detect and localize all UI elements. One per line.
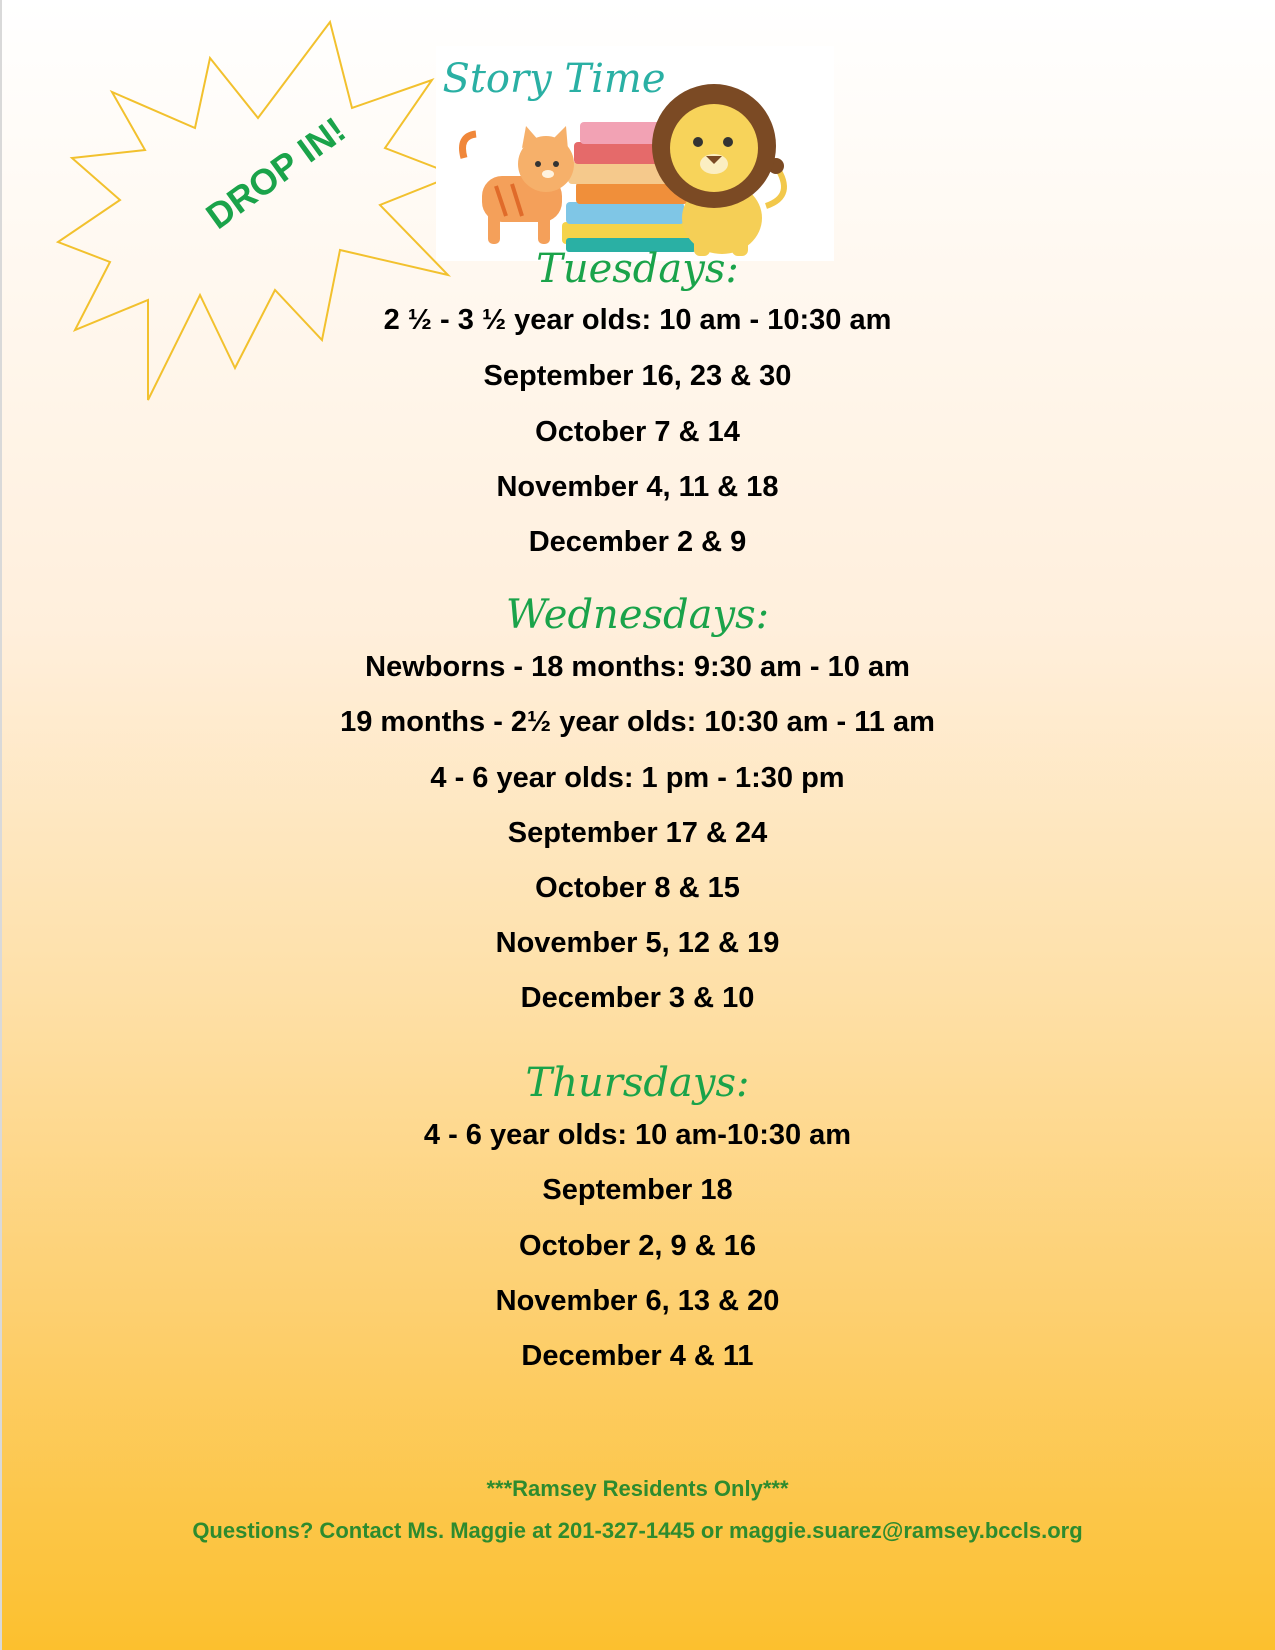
schedule-line: December 3 & 10 (520, 982, 755, 1014)
residents-notice: ***Ramsey Residents Only*** (486, 1476, 789, 1501)
schedule-line: 4 - 6 year olds: 10 am-10:30 am (423, 1119, 852, 1151)
drop-in-starburst (0, 0, 470, 420)
schedule-line: December 4 & 11 (521, 1340, 754, 1372)
contact-info: Questions? Contact Ms. Maggie at 201-327-1445 or maggie.suarez@ramsey.bccls.org (192, 1518, 1083, 1543)
story-time-logo (436, 46, 834, 261)
logo-title: Story Time (442, 56, 666, 102)
schedule-line: September 18 (542, 1174, 733, 1206)
heading-tuesdays: Tuesdays: (536, 246, 739, 292)
schedule-line: October 2, 9 & 16 (519, 1230, 756, 1262)
schedule-line: November 4, 11 & 18 (496, 471, 779, 503)
schedule-line: October 7 & 14 (535, 416, 740, 448)
drop-in-text: DROP IN! (198, 108, 353, 237)
schedule-line: 2 ½ - 3 ½ year olds: 10 am - 10:30 am (383, 304, 892, 336)
heading-wednesdays: Wednesdays: (505, 592, 770, 638)
schedule-line: December 2 & 9 (528, 526, 747, 558)
schedule-line: November 5, 12 & 19 (495, 927, 780, 959)
schedule-line: September 16, 23 & 30 (483, 360, 792, 392)
schedule-line: October 8 & 15 (535, 872, 740, 904)
heading-thursdays: Thursdays: (525, 1060, 750, 1106)
schedule-line: 19 months - 2½ year olds: 10:30 am - 11 am (340, 706, 935, 738)
cat-illustration (463, 126, 575, 244)
schedule-line: November 6, 13 & 20 (495, 1285, 780, 1317)
schedule-line: Newborns - 18 months: 9:30 am - 10 am (365, 651, 910, 683)
schedule-line: September 17 & 24 (507, 817, 768, 849)
schedule-line: 4 - 6 year olds: 1 pm - 1:30 pm (430, 762, 845, 794)
